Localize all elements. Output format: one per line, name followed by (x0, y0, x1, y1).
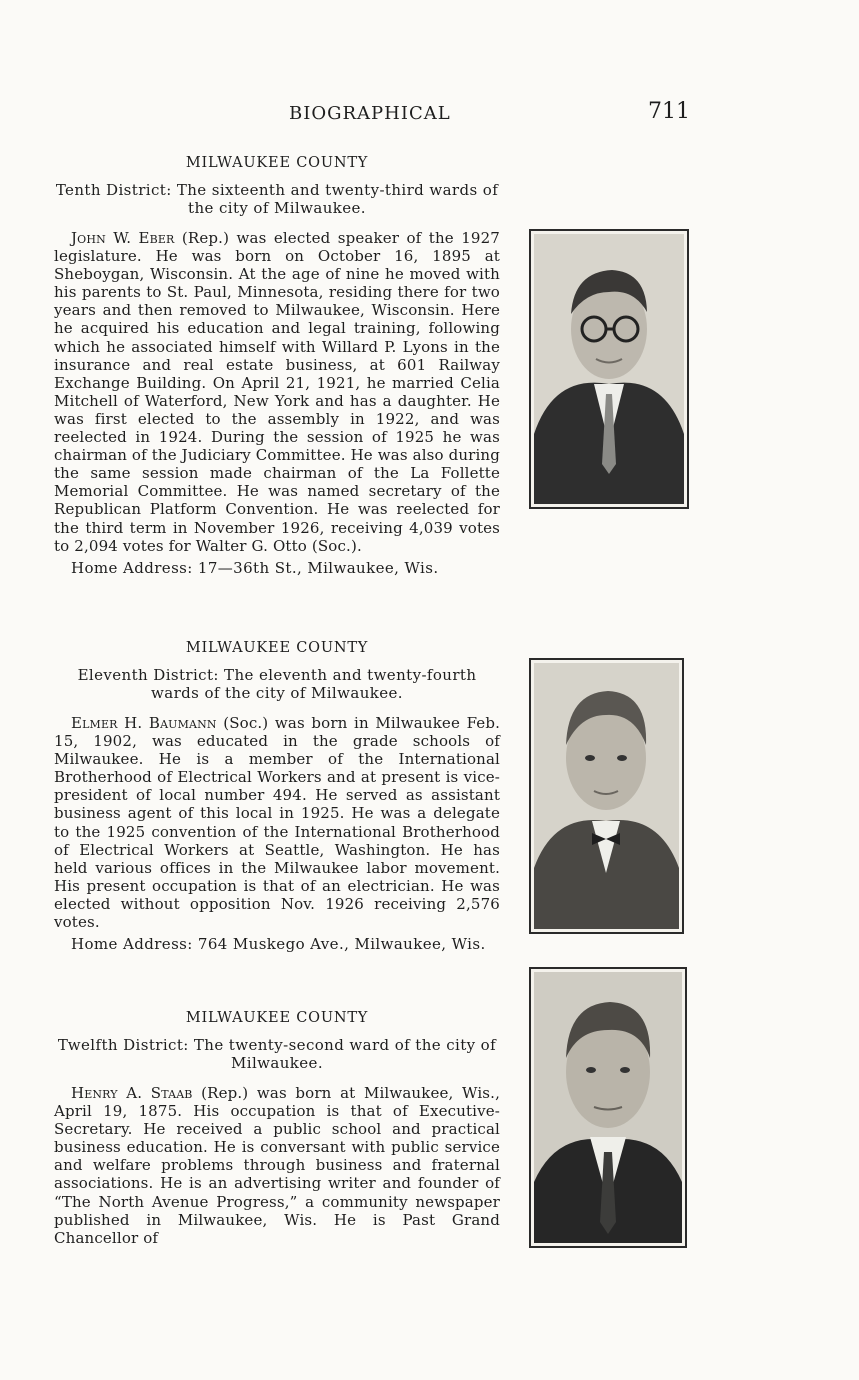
portrait-baumann (529, 658, 684, 934)
home-address: Home Address: 764 Muskego Ave., Milwaukee, Wis. (71, 935, 486, 954)
member-name: Elmer H. Baumann (71, 714, 217, 732)
portrait-staab (529, 967, 687, 1248)
district-description: Eleventh District: The eleventh and twenty-fourth wards of the city of Milwaukee. (77, 666, 477, 702)
district-description: Twelfth District: The twenty-second ward of the city of Milwaukee. (57, 1036, 497, 1072)
portrait-photo-icon (534, 663, 679, 929)
running-head: BIOGRAPHICAL (289, 103, 451, 124)
member-name: Henry A. Staab (71, 1084, 193, 1102)
county-heading: MILWAUKEE COUNTY (185, 1010, 369, 1026)
biography-section-baumann (54, 640, 500, 953)
county-heading: MILWAUKEE COUNTY (185, 155, 369, 171)
portrait-eber (529, 229, 689, 509)
district-description: Tenth District: The sixteenth and twenty-third wards of the city of Milwaukee. (55, 181, 499, 217)
member-name: John W. Eber (71, 229, 175, 247)
biography-text (54, 1084, 500, 1247)
biography-text (54, 714, 500, 931)
biography-text (54, 229, 500, 555)
portrait-photo-icon (534, 972, 682, 1243)
biography-body: (Rep.) was elected speaker of the 1927 legislature. He was born on October 16, 1895 at Sheboygan, Wisconsin. At the age of nine he moved with his parents to St. Paul, Minnesota, residing there for two years and then removed to Milwaukee, Wisconsin. Here he acquired his education and legal training, following which he associated himself with Willard P. Lyons in the insurance and real estate business, at 601 Railway Exchange Building. On April 21, 1921, he married Celia Mitchell of Waterford, New York and has a daughter. He was first elected to the assembly in 1922, and was reelected in 1924. During the session of 1925 he was chairman of the Judiciary Committee. He was also during the same session made chairman of the La Follette Memorial Committee. He was named secretary of the Republican Platform Convention. He was reelected for the third term in November 1926, receiving 4,039 votes to 2,094 votes for Walter G. Otto (Soc.). (54, 229, 500, 555)
biography-section-eber (54, 155, 500, 577)
portrait-photo-icon (534, 234, 684, 504)
county-heading: MILWAUKEE COUNTY (185, 640, 369, 656)
home-address: Home Address: 17—36th St., Milwaukee, Wis. (71, 558, 439, 577)
page-header (0, 99, 859, 133)
biography-body: (Soc.) was born in Milwaukee Feb. 15, 1902, was educated in the grade schools of Milwaukee. He is a member of the International Brotherhood of Electrical Workers and at present is vice-president of local number 494. He served as assistant business agent of this local in 1925. He was a delegate to the 1925 convention of the International Brotherhood of Electrical Workers at Seattle, Washington. He has held various offices in the Milwaukee labor movement. His present occupation is that of an electrician. He was elected without opposition Nov. 1926 receiving 2,576 votes. (54, 714, 501, 932)
biography-section-staab (54, 1010, 500, 1251)
biography-body: (Rep.) was born at Milwaukee, Wis., April 19, 1875. His occupation is that of Executive-Secretary. He received a public school and practical business education. He is conversant with public service and welfare problems through business and fraternal associations. He is an advertising writer and founder of “The North Avenue Progress,” a community newspaper published in Milwaukee, Wis. He is Past Grand Chancellor of (54, 1084, 500, 1247)
page-number: 711 (648, 99, 690, 124)
